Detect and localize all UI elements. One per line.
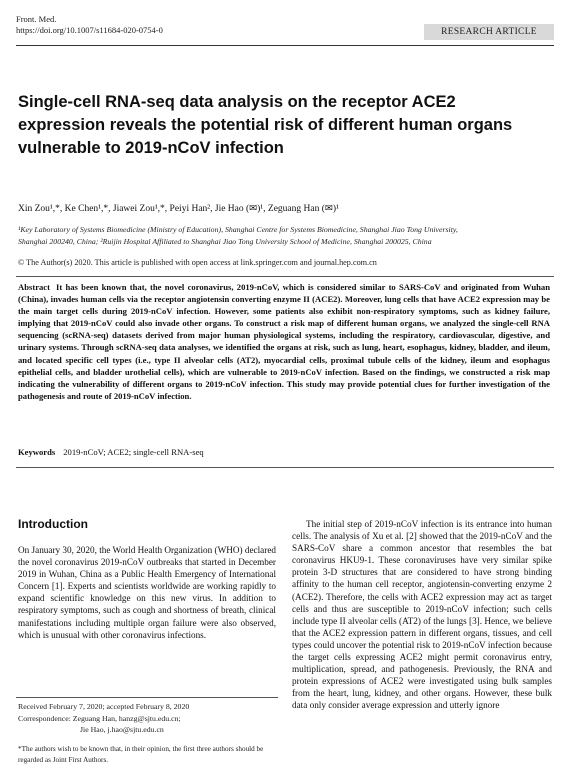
affiliation-line: ¹Key Laboratory of Systems Biomedicine (Ministry of Education), Shanghai Centre for Systems Biomedicine, Shanghai Jiao Tong University, [18, 225, 458, 234]
journal-header [16, 14, 163, 36]
footnotes [18, 701, 280, 765]
abstract-text: It has been known that, the novel coronavirus, 2019-nCoV, which is considered similar to SARS-CoV and originated from Wuhan (China), invades human cells via the receptor angiotensin converting enzyme II (ACE2). Moreover, lung cells that have ACE2 expression may be the main target cells during 2019-nCoV infection. However, some patients also exhibit non-respiratory symptoms, such as kidney failure, implying that 2019-nCoV could also invade other organs. To construct a risk map of different human organs, we analyzed the single-cell RNA sequencing (scRNA-seq) datasets derived from major human physiological systems, including the respiratory, cardiovascular, digestive, and urinary systems. Through scRNA-seq data analyses, we identified the organs at risk, such as lung, heart, esophagus, kidney, bladder, and ileum, and located specific cell types (i.e., type II alveolar cells (AT2), myocardial cells, proximal tubule cells of the kidney, ileum and esophagus epithelial cells, and bladder urothelial cells), which are vulnerable to 2019-nCoV infection. Based on the findings, we constructed a risk map indicating the vulnerability of different organs to 2019-nCoV infection. This study may provide potential clues for further investigation of the pathogenesis and route of 2019-nCoV infection. [18, 282, 550, 401]
joint-first-author-note: *The authors wish to be known that, in their opinion, the first three authors should be regarded as Joint First Authors. [18, 744, 264, 764]
footnote-divider [16, 697, 278, 698]
left-column [18, 544, 276, 647]
abstract-divider-top [16, 276, 554, 277]
copyright-notice: © The Author(s) 2020. This article is published with open access at link.springer.com and journal.hep.com.cn [18, 258, 377, 267]
affiliations [18, 224, 553, 248]
paper-title [18, 91, 558, 160]
abstract-divider-bottom [16, 467, 554, 468]
keywords-line [18, 447, 204, 457]
abstract-block [18, 281, 550, 402]
correspondence-second: Jie Hao, j.hao@sjtu.edu.cn [80, 725, 164, 735]
journal-name: Front. Med. [16, 14, 57, 24]
correspondence: Correspondence: Zeguang Han, hanzg@sjtu.edu.cn; [18, 713, 181, 723]
intro-paragraph: The initial step of 2019-nCoV infection is its entrance into human cells. The analysis of Xu et al. [2] showed that the 2019-nCoV and the SARS-CoV share a common ancestor that resembles the bat coronavirus HKU9-1. These coronaviruses have very similar spike protein 3-D structures that are considered to have strong binding affinity to the human cell receptor, angiotensin-converting enzyme 2 (ACE2). Therefore, the cells with ACE2 expression may act as target cells and thus are susceptible to 2019-nCoV infection; such cells include type II alveolar cells (AT2) of the lungs [3]. Hence, we believe that the ACE2 expression pattern in different organs, tissues, and cell types could uncover the potential risk to 2019-nCoV infection because the target cells expressing ACE2 might permit coronavirus entry, multiplication, spread, and pathogenesis. Previously, the RNA and protein expressions of ACE2 were investigated using bulk samples from the heart, lung, kidney, and other organs. However, these bulk data only consider average expression and utterly ignore [292, 519, 552, 711]
right-column [292, 518, 552, 718]
intro-paragraph: On January 30, 2020, the World Health Organization (WHO) declared the novel coronavirus 2019-nCoV outbreaks that started in December 2019 in Wuhan, China as a Public Health Emergency of International Concern [1]. Experts and scientists worldwide are working rapidly to expand scientific knowledge on this new virus. In addition to respiratory symptoms, such as cough and shortness of breath, clinical manifestations including multiple organ failure were also observed, which is unusual with other coronavirus infections. [18, 545, 276, 640]
keywords-label: Keywords [18, 447, 56, 457]
title-line: expression reveals the potential risk of different human organs [18, 116, 513, 134]
received-date: Received February 7, 2020; accepted February 8, 2020 [18, 702, 190, 711]
doi-link[interactable]: https://doi.org/10.1007/s11684-020-0754-0 [16, 25, 163, 35]
abstract-label: Abstract [18, 282, 50, 292]
author-list: Xin Zou¹,*, Ke Chen¹,*, Jiawei Zou¹,*, Peiyi Han², Jie Hao (✉)¹, Zeguang Han (✉)¹ [18, 204, 339, 214]
article-type-badge: RESEARCH ARTICLE [424, 24, 554, 40]
header-divider [16, 45, 554, 46]
title-line: vulnerable to 2019-nCoV infection [18, 139, 284, 157]
introduction-heading: Introduction [18, 517, 88, 531]
affiliation-line: Shanghai 200240, China; ²Ruijin Hospital Affiliated to Shanghai Jiao Tong University School of Medicine, Shanghai 200025, China [18, 237, 432, 246]
keywords-text: 2019-nCoV; ACE2; single-cell RNA-seq [63, 447, 204, 457]
title-line: Single-cell RNA-seq data analysis on the receptor ACE2 [18, 93, 456, 111]
